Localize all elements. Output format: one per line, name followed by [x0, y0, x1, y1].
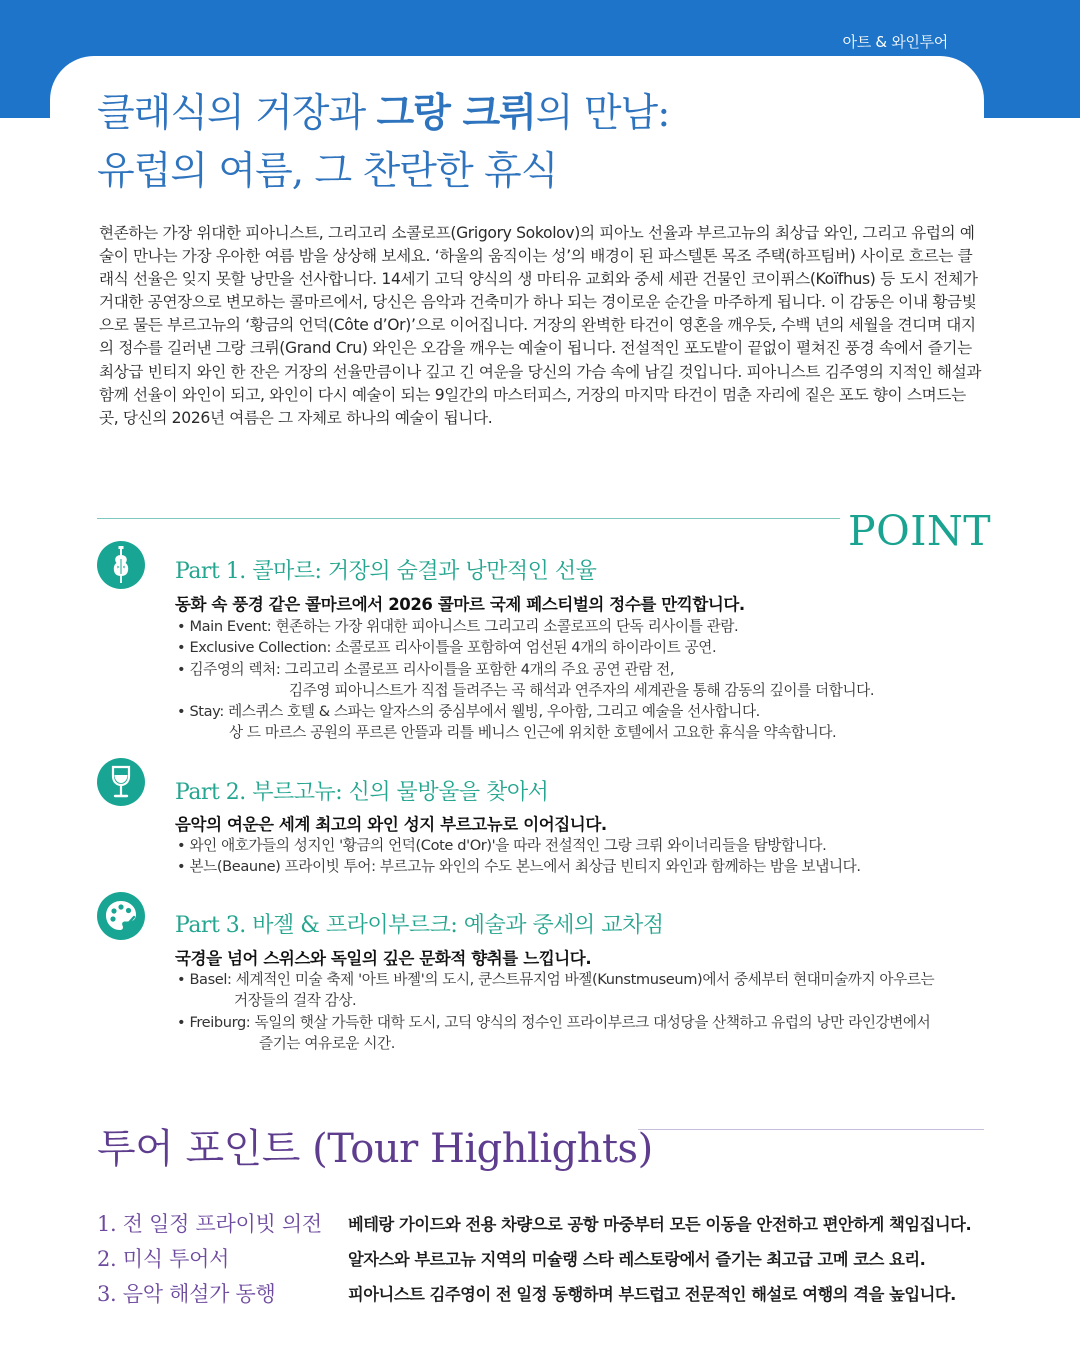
point-divider [97, 518, 840, 519]
list-item [177, 637, 874, 658]
part-2-title: Part 2. 부르고뉴: 신의 물방울을 찾아서 [175, 780, 549, 805]
list-item-text: • Exclusive Collection: 소콜로프 리사이틀을 포함하여 엄선된 4개의 하이라이트 공연. [177, 639, 717, 657]
list-item [177, 616, 874, 637]
list-item [177, 835, 861, 856]
point-heading: POINT [848, 507, 992, 555]
highlight-desc: 피아니스트 김주영이 전 일정 동행하며 부드럽고 전문적인 해설로 여행의 격을 높입니다. [348, 1285, 956, 1304]
intro-paragraph: 현존하는 가장 위대한 피아니스트, 그리고리 소콜로프(Grigory Sokolov)의 피아노 선율과 부르고뉴의 최상급 와인, 그리고 유럽의 예술이 만나는 가장 우아한 여름 밤을 상상해 보세요. ‘하울의 움직이는 성’의 배경이 된 파스텔톤 목조 주택(하프팀버) 사이로 흐르는 클래식 선율은 잊지 못할 낭만을 선사합니다. 14세기 고딕 양식의 생 마티유 교회와 중세 세관 건물인 코이퓌스(Koïfhus) 등 도시 전체가 거대한 공연장으로 변모하는 콜마르에서, 당신은 음악과 건축미가 하나 되는 경이로운 순간을 마주하게 됩니다. 이 감동은 이내 황금빛으로 물든 부르고뉴의 ‘황금의 언덕(Côte d’Or)’으로 이어집니다. 거장의 완벽한 타건이 영혼을 깨우듯, 수백 년의 세월을 견디며 대지의 정수를 길러낸 그랑 크뤼(Grand Cru) 와인은 오감을 깨우는 예술이 됩니다. 전설적인 포도밭이 끝없이 펼쳐진 풍경 속에서 즐기는 최상급 빈티지 와인 한 잔은 거장의 선율만큼이나 깊고 긴 여운을 당신의 가슴 속에 남길 것입니다. 피아니스트 김주영의 지적인 해설과 함께 선율이 와인이 되고, 와인이 다시 예술이 되는 9일간의 마스터피스, 거장의 마지막 타건이 멈춘 자리에 짙은 포도 향이 스며드는 곳, 당신의 2026년 여름은 그 자체로 하나의 예술이 됩니다. [99, 224, 982, 427]
part-1-lead: 동화 속 풍경 같은 콜마르에서 2026 콜마르 국제 페스티벌의 정수를 만끽합니다. [175, 595, 745, 614]
list-item [177, 856, 861, 877]
list-item-text: • Basel: 세계적인 미술 축제 '아트 바젤'의 도시, 쿤스트뮤지엄 바젤(Kunstmuseum)에서 중세부터 현대미술까지 아우르는 [177, 971, 935, 988]
list-item [177, 969, 934, 1012]
title-line-1-post: 의 만남: [535, 91, 670, 136]
title-line-1 [97, 84, 669, 143]
list-item-continuation: 상 드 마르스 공원의 푸르른 안뜰과 리틀 베니스 인근에 위치한 호텔에서 고요한 휴식을 약속합니다. [229, 724, 837, 742]
highlight-label: 2. 미식 투어서 [97, 1247, 230, 1271]
part-3-lead: 국경을 넘어 스위스와 독일의 깊은 문화적 향취를 느낍니다. [175, 949, 592, 968]
part-1-title: Part 1. 콜마르: 거장의 숨결과 낭만적인 선율 [175, 559, 597, 584]
list-item-text: • 와인 애호가들의 성지인 '황금의 언덕(Cote d'Or)'을 따라 전설적인 그랑 크뤼 와이너리들을 탐방합니다. [177, 837, 827, 854]
highlight-desc: 알자스와 부르고뉴 지역의 미슐랭 스타 레스토랑에서 즐기는 최고급 고메 코스 요리. [348, 1250, 926, 1269]
highlight-label: 3. 음악 해설가 동행 [97, 1282, 276, 1306]
list-item [177, 659, 874, 702]
highlight-desc: 베테랑 가이드와 전용 차량으로 공항 마중부터 모든 이동을 안전하고 편안하게 책임집니다. [348, 1215, 972, 1234]
highlight-label: 1. 전 일정 프라이빗 의전 [97, 1212, 322, 1236]
page-title [97, 84, 669, 201]
part-2-lead: 음악의 여운은 세계 최고의 와인 성지 부르고뉴로 이어집니다. [175, 815, 607, 834]
part-1-list [177, 616, 874, 744]
list-item-continuation: 김주영 피아니스트가 직접 들려주는 곡 해석과 연주자의 세계관을 통해 감동의 깊이를 더합니다. [289, 681, 875, 699]
highlight-row [97, 1243, 997, 1277]
wine-glass-icon [97, 758, 145, 806]
highlight-row [97, 1208, 997, 1242]
palette-icon [97, 892, 145, 940]
list-item-text: • Main Event: 현존하는 가장 위대한 피아니스트 그리고리 소콜로프의 단독 리사이틀 관람. [177, 618, 739, 635]
list-item-text: • 김주영의 렉처: 그리고리 소콜로프 리사이틀을 포함한 4개의 주요 공연 관람 전, [177, 660, 675, 678]
part-3-list [177, 969, 934, 1054]
highlights-title: 투어 포인트 (Tour Highlights) [97, 1126, 653, 1172]
title-line-1-bold: 그랑 크뤼 [376, 90, 536, 136]
list-item-text: • Stay: 레스퀴스 호텔 & 스파는 알자스의 중심부에서 웰빙, 우아함, 그리고 예술을 선사합니다. [177, 703, 760, 721]
list-item-text: • 본느(Beaune) 프라이빗 투어: 부르고뉴 와인의 수도 본느에서 최상급 빈티지 와인과 함께하는 밤을 보냅니다. [177, 858, 861, 876]
title-line-1-pre: 클래식의 거장과 [97, 91, 377, 136]
title-line-2: 유럽의 여름, 그 찬란한 휴식 [97, 149, 558, 194]
list-item [177, 701, 874, 744]
list-item-continuation: 즐기는 여유로운 시간. [259, 1034, 395, 1052]
list-item-continuation: 거장들의 걸작 감상. [234, 992, 357, 1010]
highlights-divider [638, 1129, 984, 1130]
part-2-list [177, 835, 861, 878]
highlight-row [97, 1278, 997, 1312]
list-item-text: • Freiburg: 독일의 햇살 가득한 대학 도시, 고딕 양식의 정수인 프라이부르크 대성당을 산책하고 유럽의 낭만 라인강변에서 [177, 1013, 931, 1031]
violin-icon [97, 541, 145, 589]
list-item [177, 1012, 934, 1055]
category-label: 아트 & 와인투어 [842, 33, 948, 51]
part-3-title: Part 3. 바젤 & 프라이부르크: 예술과 중세의 교차점 [175, 913, 664, 938]
